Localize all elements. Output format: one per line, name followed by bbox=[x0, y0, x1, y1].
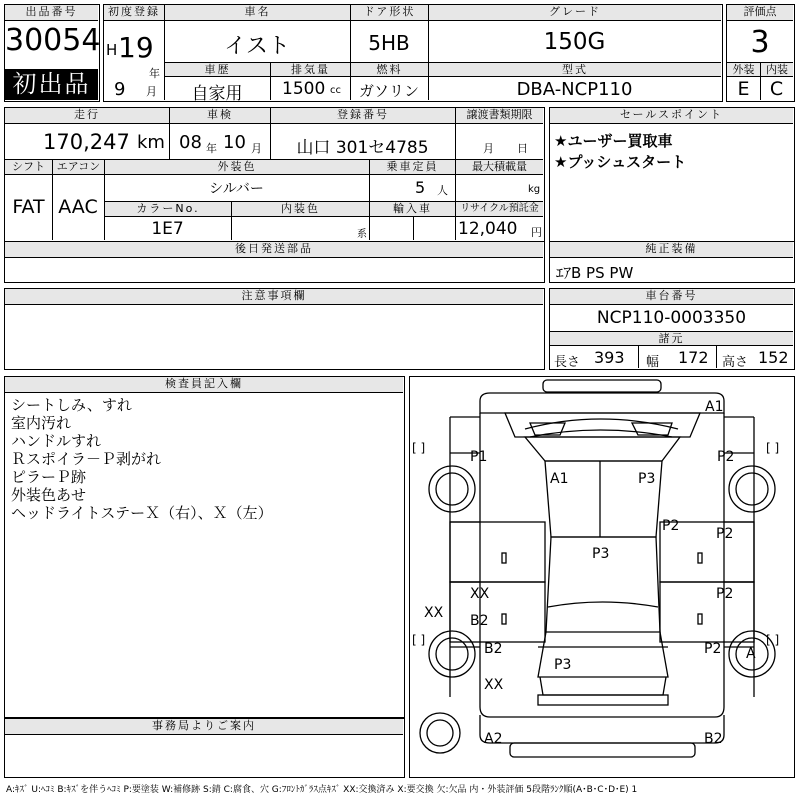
mileage-value: 170,247 bbox=[43, 130, 130, 154]
inspection-month-unit: 月 bbox=[251, 142, 262, 155]
transfer-day-unit: 日 bbox=[517, 142, 528, 155]
mileage-unit: km bbox=[137, 132, 165, 153]
history-value: 自家用 bbox=[191, 84, 243, 104]
exterior-grade-label: 外装 bbox=[727, 62, 760, 77]
length-value: 393 bbox=[594, 348, 625, 367]
mark-p3-roof: P3 bbox=[638, 471, 656, 487]
shift-label: シフト bbox=[5, 159, 52, 175]
notes-label: 注意事項欄 bbox=[5, 289, 543, 305]
lot-number: 30054 bbox=[5, 23, 101, 58]
inspector-line-2: 室内汚れ bbox=[11, 414, 72, 432]
height-value: 152 bbox=[758, 348, 789, 367]
mileage-label: 走行 bbox=[5, 108, 169, 124]
capacity-label: 乗車定員 bbox=[369, 159, 455, 175]
mark-xx-rear: XX bbox=[484, 677, 504, 693]
inspection-label: 車検 bbox=[169, 108, 270, 124]
bracket-left-2: [ ] bbox=[412, 633, 426, 647]
mark-a1-top: A1 bbox=[705, 399, 724, 415]
sales-point-1: ★ユーザー買取車 bbox=[554, 132, 673, 150]
mark-b2-bottom: B2 bbox=[704, 731, 723, 747]
specs-box bbox=[4, 107, 545, 242]
inspector-box bbox=[4, 376, 405, 718]
era-letter: H bbox=[106, 41, 118, 59]
office-label: 事務局よりご案内 bbox=[5, 719, 403, 735]
mark-p2-rear-right: P2 bbox=[704, 641, 722, 657]
inspection-year: 08 bbox=[179, 132, 202, 153]
mark-b2-rear-left: B2 bbox=[484, 641, 503, 657]
chassis-value: NCP110-0003350 bbox=[596, 308, 747, 328]
height-label: 高さ bbox=[722, 355, 749, 370]
bracket-right-1: [ ] bbox=[766, 441, 780, 455]
inspector-line-4: Ｒスポイラ－Ｐ剥がれ bbox=[11, 450, 162, 468]
displacement-value: 1500 bbox=[282, 79, 326, 99]
recycle-label: リサイクル預託金 bbox=[455, 201, 543, 217]
plate-label: 登録番号 bbox=[270, 108, 455, 124]
equipment-label: 純正装備 bbox=[550, 242, 793, 258]
interior-grade-value: C bbox=[769, 78, 784, 100]
registration-month-unit: 月 bbox=[146, 85, 157, 98]
score-value: 3 bbox=[750, 25, 770, 60]
first-listing-badge: 初出品 bbox=[5, 69, 98, 100]
mark-xx-left-edge: XX bbox=[424, 605, 444, 621]
transfer-month-unit: 月 bbox=[483, 142, 494, 155]
ext-color-label: 外装色 bbox=[104, 159, 369, 175]
max-load-unit: kg bbox=[528, 184, 541, 195]
width-label: 幅 bbox=[646, 355, 660, 370]
int-color-unit: 系 bbox=[357, 229, 367, 240]
inspection-year-unit: 年 bbox=[206, 142, 217, 155]
recycle-value: 12,040 bbox=[458, 219, 518, 239]
car-name-value: イスト bbox=[224, 34, 290, 59]
fuel-label: 燃料 bbox=[350, 62, 428, 77]
registration-month: 9 bbox=[114, 79, 126, 100]
legend: A:ｷｽﾞ U:ﾍｺﾐ B:ｷｽﾞを伴うﾍｺﾐ P:要塗装 W:補修跡 S:錆 C:腐食、穴 G:ﾌﾛﾝﾄｶﾞﾗｽ点ｷｽﾞ XX:交換済み X:要交換 欠:欠品 内・外装評価 5段階ﾗﾝｸ順(A･B･C･D･E) 1 bbox=[6, 785, 638, 795]
inspector-line-5: ピラーＰ跡 bbox=[11, 468, 87, 486]
door-label: ドア形状 bbox=[350, 5, 428, 21]
aircon-label: エアコン bbox=[52, 159, 104, 175]
plate-value: 山口 301セ4785 bbox=[296, 138, 429, 158]
score-label: 評価点 bbox=[727, 5, 793, 21]
shift-value: FAT bbox=[12, 196, 45, 218]
sales-points-label: セールスポイント bbox=[550, 108, 793, 124]
mark-p2-windshield: P2 bbox=[662, 518, 680, 534]
capacity-value: 5 bbox=[415, 178, 426, 197]
equipment-box bbox=[549, 241, 795, 283]
mark-a-rear-wheel: A bbox=[746, 646, 756, 662]
history-label: 車歴 bbox=[164, 62, 270, 77]
mark-a1-roof: A1 bbox=[550, 471, 569, 487]
vehicle-header-box bbox=[103, 4, 723, 102]
exterior-grade-value: E bbox=[737, 78, 750, 100]
model-label: 型式 bbox=[428, 62, 721, 77]
equipment-value: ｴｱB PS PW bbox=[556, 264, 634, 282]
mark-xx-left-a: XX bbox=[470, 586, 490, 602]
fuel-value: ガソリン bbox=[358, 82, 419, 100]
displacement-unit: cc bbox=[330, 85, 341, 96]
notes-box bbox=[4, 288, 545, 370]
registration-year: 19 bbox=[118, 31, 154, 64]
inspector-label: 検査員記入欄 bbox=[5, 377, 403, 393]
import-label: 輸入車 bbox=[369, 201, 455, 217]
aircon-value: AAC bbox=[58, 196, 98, 218]
displacement-label: 排気量 bbox=[270, 62, 350, 77]
registration-label: 初度登録 bbox=[104, 5, 164, 21]
ext-color-value: シルバー bbox=[209, 181, 264, 197]
max-load-label: 最大積載量 bbox=[455, 159, 543, 175]
sales-points-box bbox=[549, 107, 795, 242]
inspector-line-3: ハンドルすれ bbox=[11, 432, 102, 450]
inspection-month: 10 bbox=[223, 132, 246, 153]
mark-a2-bottom: A2 bbox=[484, 731, 503, 747]
chassis-box bbox=[549, 288, 795, 370]
score-box bbox=[726, 4, 795, 102]
mark-p2-front-right: P2 bbox=[717, 449, 735, 465]
bracket-left-1: [ ] bbox=[412, 441, 426, 455]
length-label: 長さ bbox=[554, 355, 581, 370]
car-name-label: 車名 bbox=[164, 5, 350, 21]
lot-box bbox=[4, 4, 100, 102]
office-box bbox=[4, 718, 405, 778]
grade-label: グレード bbox=[428, 5, 721, 21]
chassis-label: 車台番号 bbox=[550, 289, 793, 305]
color-no-label: カラーNo. bbox=[104, 201, 231, 217]
color-no-value: 1E7 bbox=[151, 219, 184, 239]
inspector-line-7: ヘッドライトステーＸ（右）、Ｘ（左） bbox=[11, 504, 273, 522]
later-parts-label: 後日発送部品 bbox=[5, 242, 543, 258]
mark-p3-rear: P3 bbox=[554, 657, 572, 673]
mark-p2-right-door-top: P2 bbox=[716, 526, 734, 542]
mark-p3-center: P3 bbox=[592, 546, 610, 562]
sales-point-2: ★プッシュスタート bbox=[554, 153, 687, 171]
inspector-line-6: 外装色あせ bbox=[11, 486, 87, 504]
interior-grade-label: 内装 bbox=[760, 62, 793, 77]
recycle-unit: 円 bbox=[531, 226, 542, 239]
bracket-right-2: [ ] bbox=[766, 633, 780, 647]
dims-label: 諸元 bbox=[550, 331, 793, 346]
capacity-unit: 人 bbox=[437, 184, 448, 197]
door-value: 5HB bbox=[368, 31, 410, 55]
grade-value: 150G bbox=[543, 29, 606, 55]
mark-b2-left: B2 bbox=[470, 613, 489, 629]
lot-label: 出品番号 bbox=[5, 5, 98, 21]
transfer-label: 譲渡書類期限 bbox=[455, 108, 543, 124]
registration-year-unit: 年 bbox=[149, 67, 160, 80]
condition-diagram-box bbox=[409, 376, 795, 778]
later-parts-box bbox=[4, 241, 545, 283]
car-diagram bbox=[410, 377, 793, 776]
width-value: 172 bbox=[678, 348, 709, 367]
inspector-line-1: シートしみ、すれ bbox=[11, 396, 132, 414]
mark-p1: P1 bbox=[470, 449, 488, 465]
model-value: DBA-NCP110 bbox=[516, 79, 633, 100]
int-color-label: 内装色 bbox=[231, 201, 369, 217]
mark-p2-right-rear-door: P2 bbox=[716, 586, 734, 602]
